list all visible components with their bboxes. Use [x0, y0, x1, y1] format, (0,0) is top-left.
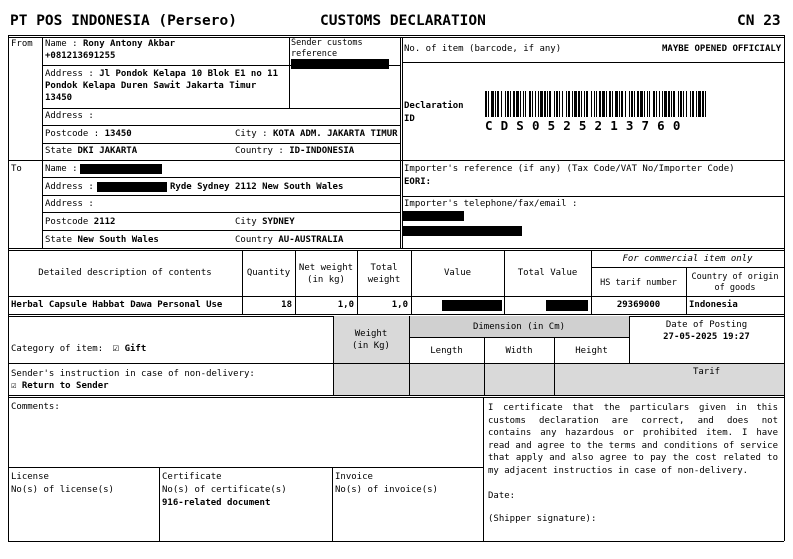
- from-address-line1: Jl Pondok Kelapa 10 Blok E1 no 11: [99, 69, 279, 79]
- certificate-no-label: No(s) of certificate(s): [162, 485, 287, 495]
- barcode-image: [485, 91, 708, 117]
- category-label: Category of item:: [11, 344, 104, 354]
- date-label: Date:: [488, 491, 516, 501]
- shipper-signature-label: (Shipper signature):: [488, 514, 597, 524]
- header-description: Detailed description of contents: [38, 268, 212, 278]
- to-name-label: Name :: [45, 164, 78, 174]
- from-address-line2: Pondok Kelapa Duren Sawit Jakarta Timur: [45, 81, 257, 91]
- from-address-row: [45, 69, 278, 80]
- category-checkbox[interactable]: ☑: [112, 341, 120, 354]
- eori-label: EORI:: [404, 177, 432, 187]
- from-state: DKI JAKARTA: [77, 146, 138, 156]
- dimension-label: Dimension (in Cm): [472, 322, 566, 332]
- category-row: [11, 342, 146, 355]
- invoice-no-label: No(s) of invoice(s): [335, 485, 438, 495]
- non-delivery-label: Sender's instruction in case of non-delivery:: [11, 369, 255, 379]
- weight-label-2: (in Kg): [352, 341, 390, 351]
- content-net-weight: 1,0: [337, 300, 354, 310]
- from-address-line3: 13450: [45, 93, 73, 103]
- importer-reference-label: Importer's reference (if any) (Tax Code/VAT No/Importer Code): [404, 164, 735, 174]
- redacted-value: [442, 300, 502, 311]
- from-city-row: [235, 129, 398, 140]
- content-origin: Indonesia: [689, 300, 738, 310]
- from-address2-label: Address :: [45, 111, 94, 121]
- redacted-importer-telephone: [403, 211, 464, 221]
- from-postcode-label: Postcode :: [45, 129, 100, 139]
- date-of-posting-value: 27-05-2025 19:27: [663, 332, 750, 342]
- from-state-row: [45, 146, 137, 157]
- header-total-weight-2: weight: [367, 275, 401, 285]
- header-hs-tarif: HS tarif number: [600, 278, 677, 288]
- to-country-row: [235, 235, 343, 246]
- maybe-opened-officialy: MAYBE OPENED OFFICIALY: [662, 44, 782, 54]
- comments-label: Comments:: [11, 402, 60, 412]
- header-quantity: Quantity: [246, 268, 291, 278]
- sender-customs-ref-label-1: Sender customs: [291, 38, 363, 48]
- tarif-label: Tarif: [692, 367, 721, 377]
- header-origin-1: Country of origin: [691, 272, 779, 282]
- height-label: Height: [575, 346, 608, 356]
- from-city-label: City :: [235, 129, 268, 139]
- certificate-text: I certificate that the particulars given in this customs declaration are correct, and does not contains any hazardous or prohibited item. I have read and agree to the terms and conditions of service that apply and also agree to pay the cost related to my adjacent instructios in case of non-delivery.: [488, 403, 778, 476]
- length-label: Length: [430, 346, 463, 356]
- to-state: New South Wales: [77, 235, 159, 245]
- header-commercial-only: For commercial item only: [622, 254, 753, 264]
- date-of-posting-label: Date of Posting: [665, 320, 748, 330]
- form-code: CN 23: [737, 13, 781, 29]
- non-delivery-value[interactable]: ☑ Return to Sender: [11, 381, 109, 391]
- declaration-label-1: Declaration: [404, 101, 464, 111]
- from-postcode-row: [45, 129, 132, 140]
- redacted-sender-ref: [291, 59, 389, 69]
- weight-label-1: Weight: [354, 329, 388, 339]
- to-city-label: City: [235, 217, 257, 227]
- to-city-row: [235, 217, 295, 228]
- from-name-label: Name :: [45, 39, 78, 49]
- to-country: AU-AUSTRALIA: [278, 235, 344, 245]
- from-state-label: State: [45, 146, 73, 156]
- from-country-label: Country :: [235, 146, 284, 156]
- license-no-label: No(s) of license(s): [11, 485, 114, 495]
- from-name-row: [45, 39, 175, 50]
- header-value: Value: [443, 268, 472, 278]
- to-state-row: [45, 235, 159, 246]
- content-description: Herbal Capsule Habbat Dawa Personal Use: [11, 300, 223, 310]
- to-section-label: To: [11, 164, 22, 174]
- to-country-label: Country: [235, 235, 273, 245]
- from-section-label: From: [11, 39, 33, 49]
- to-city: SYDNEY: [262, 217, 295, 227]
- to-state-label: State: [45, 235, 73, 245]
- declaration-label-2: ID: [404, 114, 415, 124]
- header-total-weight-1: Total: [370, 263, 398, 273]
- declaration-id: C D S 0 5 2 5 2 1 3 7 6 0: [485, 118, 681, 133]
- invoice-label: Invoice: [335, 472, 373, 482]
- company-name: PT POS INDONESIA (Persero): [10, 13, 237, 29]
- from-country-row: [235, 146, 354, 157]
- certificate-value: 916-related document: [162, 498, 271, 508]
- redacted-importer-email: [403, 226, 522, 236]
- certificate-label: Certificate: [162, 472, 222, 482]
- to-address2-label: Address :: [45, 199, 94, 209]
- from-phone: +081213691255: [45, 51, 116, 61]
- header-net-weight-2: (in kg): [307, 275, 345, 285]
- content-hs-tarif: 29369000: [616, 300, 661, 310]
- form-title: CUSTOMS DECLARATION: [320, 13, 486, 29]
- from-postcode: 13450: [104, 129, 132, 139]
- from-city: KOTA ADM. JAKARTA TIMUR: [272, 129, 398, 139]
- to-postcode: 2112: [93, 217, 116, 227]
- header-total-value: Total Value: [517, 268, 578, 278]
- content-quantity: 18: [281, 300, 292, 310]
- redacted-total-value: [546, 300, 588, 311]
- to-address-label: Address :: [45, 182, 94, 192]
- category-value: Gift: [124, 344, 147, 354]
- redacted-recipient-street: [97, 182, 167, 192]
- sender-customs-ref-label-2: reference: [291, 49, 338, 59]
- redacted-recipient-name: [80, 164, 162, 174]
- license-label: License: [11, 472, 49, 482]
- width-label: Width: [505, 346, 533, 356]
- header-net-weight-1: Net weight: [298, 263, 354, 273]
- header-origin-2: of goods: [714, 283, 756, 293]
- to-postcode-row: [45, 217, 115, 228]
- content-total-weight: 1,0: [391, 300, 408, 310]
- importer-telephone-label: Importer's telephone/fax/email :: [404, 199, 578, 209]
- from-country: ID-INDONESIA: [289, 146, 355, 156]
- to-address-visible: Ryde Sydney 2112 New South Wales: [170, 182, 344, 192]
- to-postcode-label: Postcode: [45, 217, 89, 227]
- no-of-item-label: No. of item (barcode, if any): [404, 44, 562, 54]
- from-name: Rony Antony Akbar: [82, 39, 176, 49]
- from-address-label: Address :: [45, 69, 94, 79]
